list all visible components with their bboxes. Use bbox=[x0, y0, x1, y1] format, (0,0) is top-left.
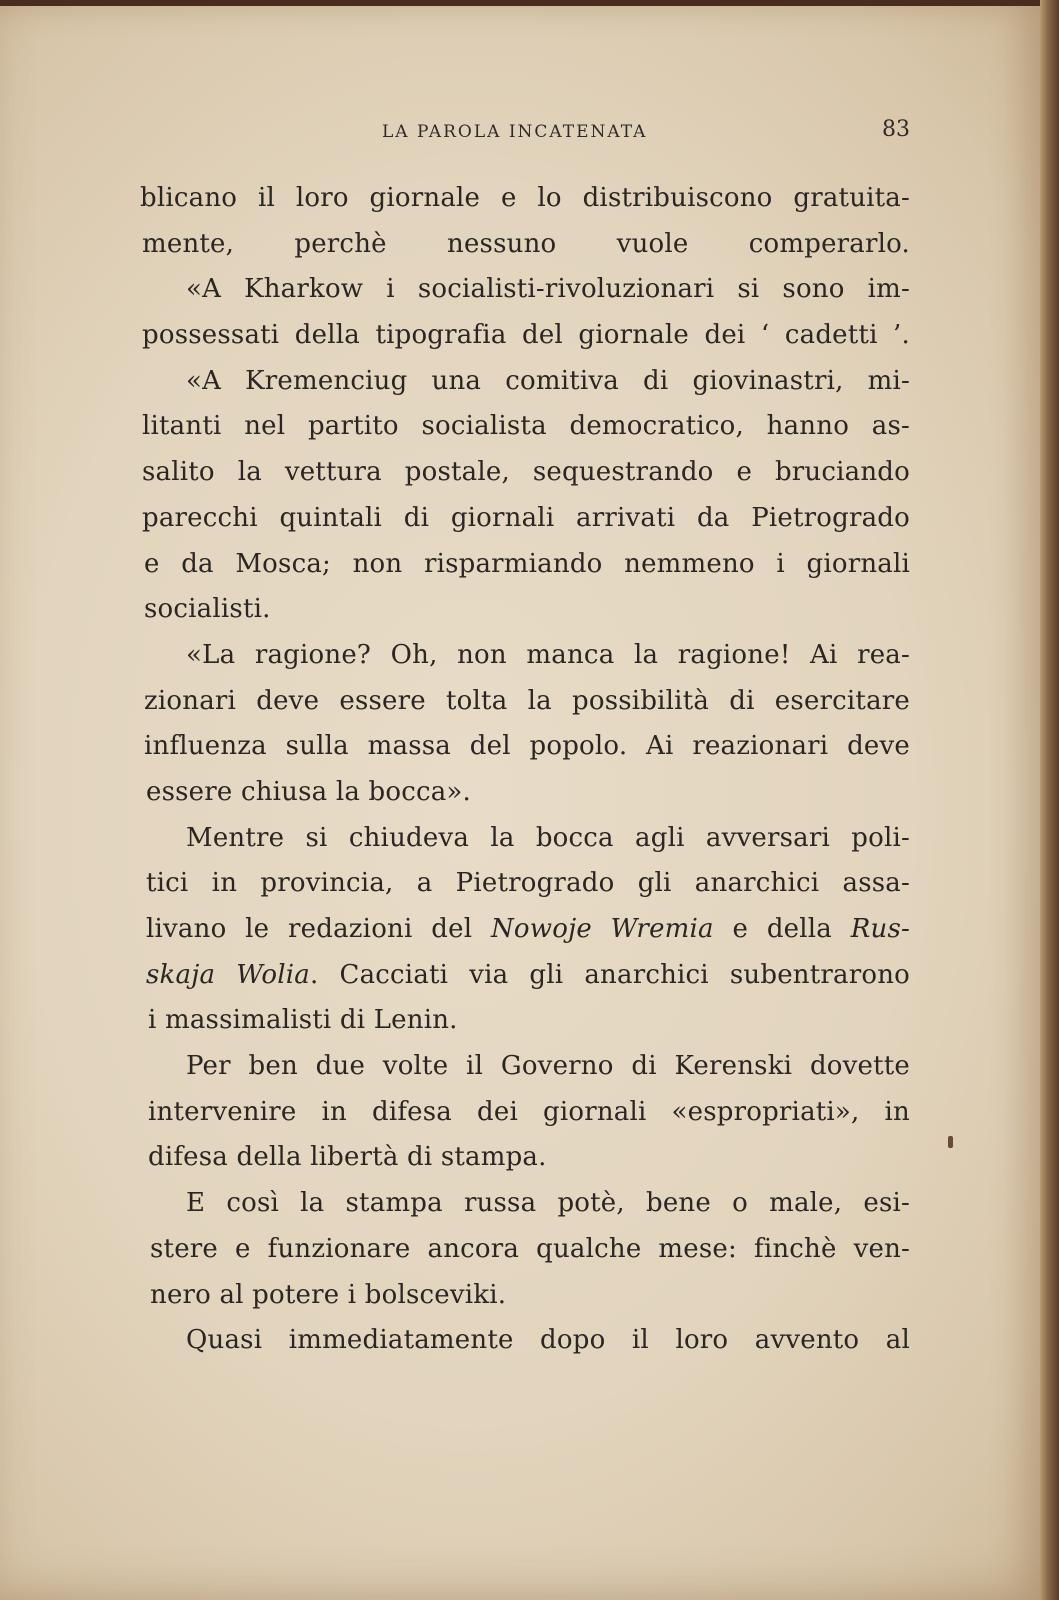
text-line: Mentre si chiudeva la bocca agli avversari poli- bbox=[186, 822, 910, 853]
text-run: livano le redazioni del bbox=[146, 914, 491, 944]
text-line: blicano il loro giornale e lo distribuiscono gratuita- bbox=[140, 183, 910, 213]
text-line: difesa della libertà di stampa. bbox=[148, 1142, 547, 1173]
ink-fleck bbox=[948, 1136, 953, 1148]
text-line: «A Kremenciug una comitiva di giovinastri, mi- bbox=[186, 365, 910, 396]
text-line: i massimalisti di Lenin. bbox=[148, 1005, 458, 1036]
text-line: influenza sulla massa del popolo. Ai reazionari deve bbox=[144, 731, 910, 762]
newspaper-title: skaja Wolia bbox=[146, 959, 310, 990]
text-line: Per ben due volte il Governo di Kerenski dovette bbox=[186, 1051, 910, 1082]
text-run: . Cacciati via gli anarchici subentrarono bbox=[309, 959, 910, 990]
text-line: possessati della tipografia del giornale dei ‘ cadetti ’. bbox=[142, 320, 910, 351]
text-line: litanti nel partito socialista democratico, hanno as- bbox=[142, 411, 910, 442]
text-line: E così la stampa russa potè, bene o male, esi- bbox=[186, 1188, 910, 1219]
text-line: zionari deve essere tolta la possibilità di esercitare bbox=[144, 685, 910, 716]
text-line: intervenire in difesa dei giornali «espropriati», in bbox=[148, 1096, 910, 1127]
newspaper-title: Nowoje Wremia bbox=[490, 914, 714, 944]
text-line: «La ragione? Oh, non manca la ragione! Ai rea- bbox=[186, 639, 910, 670]
page-body bbox=[140, 176, 910, 1364]
text-line: «A Kharkow i socialisti-rivoluzionari si sono im- bbox=[186, 274, 910, 305]
newspaper-title: Rus- bbox=[850, 914, 910, 944]
text-line: e da Mosca; non risparmiando nemmeno i giornali bbox=[144, 548, 910, 579]
text-line: essere chiusa la bocca». bbox=[146, 776, 471, 807]
book-spine bbox=[1040, 0, 1059, 1600]
text-line: nero al potere i bolsceviki. bbox=[150, 1279, 507, 1310]
running-header bbox=[150, 117, 910, 150]
text-line bbox=[140, 907, 910, 953]
text-line: tici in provincia, a Pietrogrado gli anarchici assa- bbox=[146, 868, 910, 899]
text-line: salito la vettura postale, sequestrando e bruciando bbox=[142, 457, 910, 488]
text-run: e della bbox=[713, 914, 851, 944]
text-line: Quasi immediatamente dopo il loro avvento al bbox=[186, 1325, 910, 1356]
text-line: stere e funzionare ancora qualche mese: finchè ven- bbox=[150, 1233, 910, 1264]
running-title: LA PAROLA INCATENATA bbox=[382, 122, 648, 142]
text-line: parecchi quintali di giornali arrivati da Pietrogrado bbox=[142, 502, 910, 533]
text-line bbox=[140, 953, 910, 999]
page-number: 83 bbox=[882, 117, 910, 142]
text-line: socialisti. bbox=[144, 594, 271, 625]
text-line: mente, perchè nessuno vuole comperarlo. bbox=[142, 228, 910, 259]
